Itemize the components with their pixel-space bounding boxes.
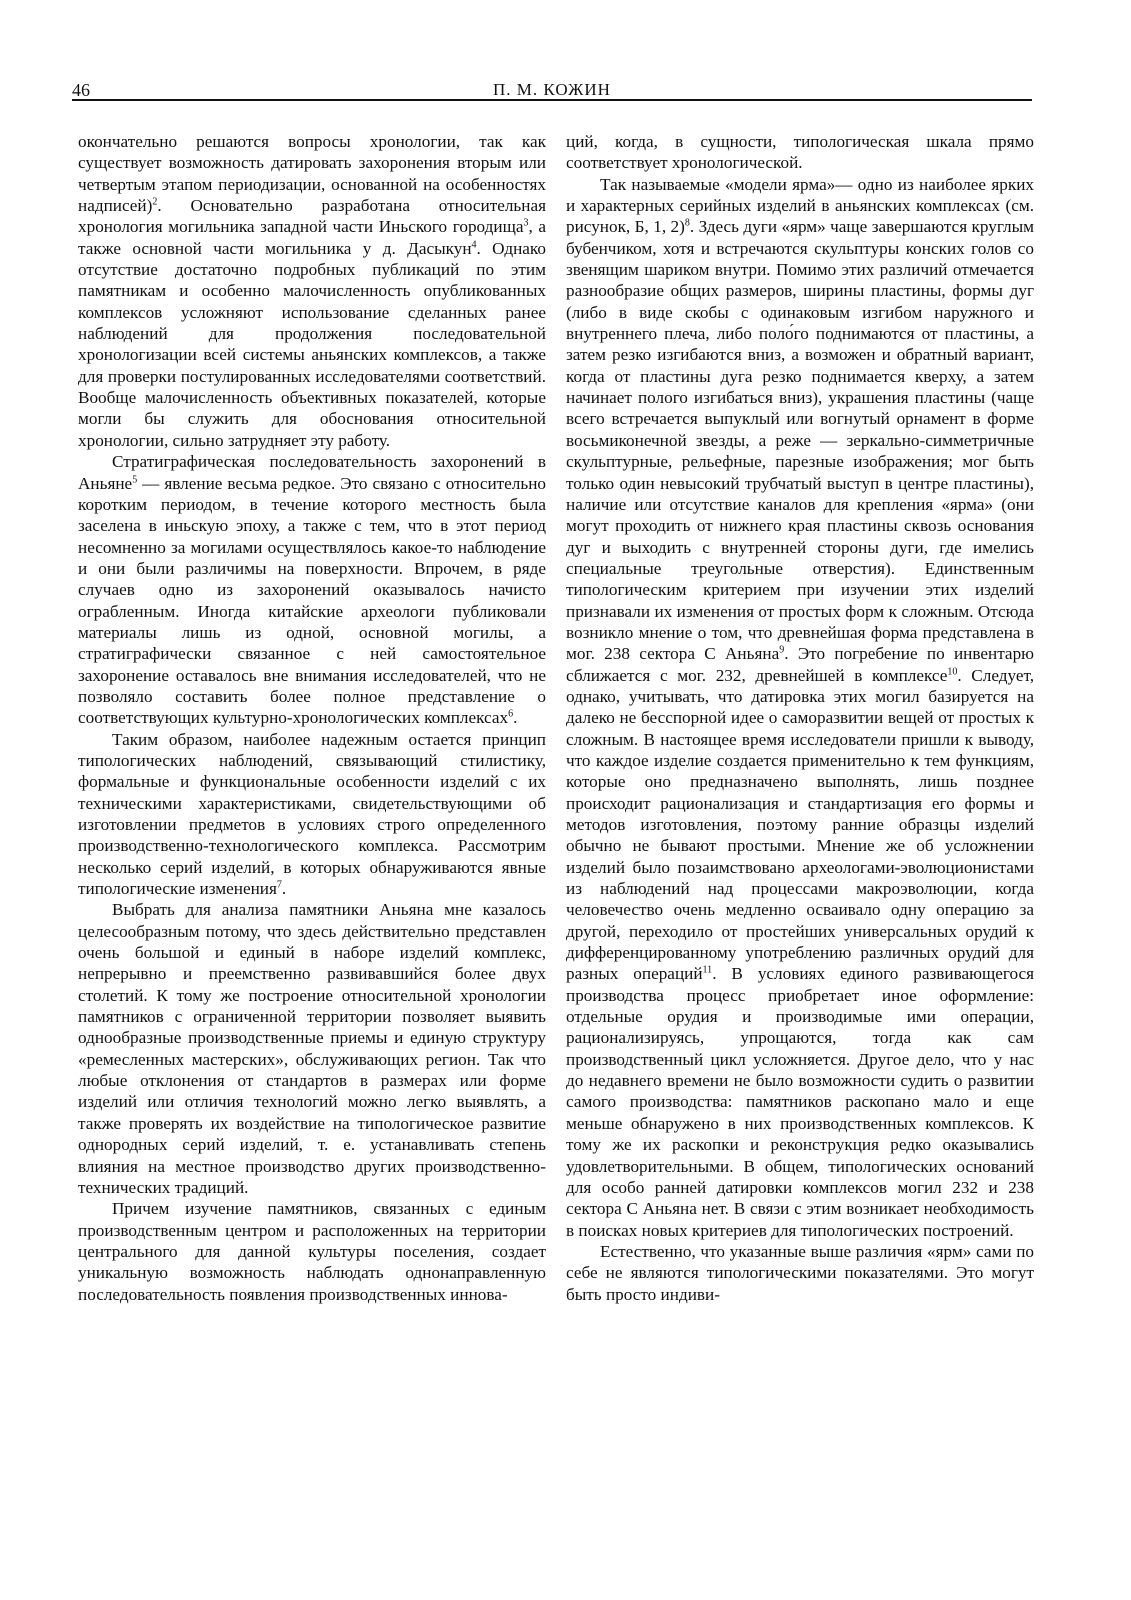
footnote-ref: 9	[779, 644, 785, 656]
paragraph: Причем изучение памятников, связанных с единым производственным центром и расположенных на территории центрального для данной культуры поселения, создает уникальную возможность наблюдать однонаправленную последовательность появления производственных иннова-	[78, 1199, 546, 1304]
right-column	[566, 131, 1034, 1305]
left-column	[78, 131, 546, 1305]
footnote-ref: 2	[152, 196, 158, 208]
paragraph: Так называемые «модели ярма»— одно из наиболее ярких и характерных серийных изделий в аньянских комплексах (см. рисунок, Б, 1, 2)$^8$. Здесь дуги «ярм» чаще завершаются круглым бубенчиком, хотя и встречаются скульптуры конских голов со звенящим шариком внутри. Помимо этих различий отмечается разнообразие общих размеров, ширины пластины, формы дуг (либо в виде скобы с одинаковым изгибом наружного и внутреннего плеча, либо поло́го поднимаются от пластины, а затем резко изгибаются вниз, а возможен и обратный вариант, когда от пластины дуга резко поднимается кверху, а затем начинает полого изгибаться вниз), украшения пластины (чаще всего встречается выпуклый или вогнутый орнамент в форме восьмиконечной звезды, а реже — зеркально-симметричные скульптурные, рельефные, парезные изображения; мог быть только один невысокий трубчатый выступ в центре пластины), наличие или отсутствие каналов для крепления «ярма» (они могут проходить от нижнего края пластины сквозь основания дуг и выходить с внутренней стороны дуги, где имелись специальные треугольные отверстия). Единственным типологическим критерием при изучении этих изделий признавали их изменения от простых форм к сложным. Отсюда возникло мнение о том, что древнейшая форма представлена в мог. 238 сектора С Аньяна$^9$. Это погребение по инвентарю сближается с мог. 232, древнейшей в комплексе$^{10}$. Следует, однако, учитывать, что датировка этих могил базируется на далеко не бесспорной идее о саморазвитии вещей от простых к сложным. В настоящее время исследователи пришли к выводу, что каждое изделие создается применительно к тем функциям, которые оно предназначено выполнять, лишь позднее происходит рационализация и стандартизация его формы и методов изготовления, поэтому ранние образцы изделий обычно не бывают простыми. Мнение же об усложнении изделий было позаимствовано археологами-эволюционистами из наблюдений над процессами макроэволюции, когда человечество очень медленно осваивало одну операцию за другой, переходило от простейших универсальных орудий к дифференцированному употреблению различных орудий для разных операций$^{11}$. В условиях единого развивающегося производства процесс приобретает иное оформление: отдельные орудия и производимые ими операции, рационализируясь, упрощаются, тогда как сам производственный цикл усложняется. Другое дело, что у нас до недавнего времени не было возможности судить о развитии самого производства: памятников раскопано мало и еще меньше обнаружено в них производственных комплексов. К тому же их раскопки и реконструкция редко оказывались удовлетворительными. В общем, типологических оснований для особо ранней датировки комплексов могил 232 и 238 сектора С Аньяна нет. В связи с этим возникает необходимость в поисках новых критериев для типологических построений.	[566, 174, 1035, 1240]
paragraph: Естественно, что указанные выше различия «ярм» сами по себе не являются типологическими показателями. Это могут быть просто индиви-	[566, 1241, 1034, 1304]
paragraph: окончательно решаются вопросы хронологии, так как существует возможность датировать захоронения вторым или четвертым этапом периодизации, основанной на особенностях надписей)$^2$. Основательно разработана относительная хронология могильника западной части Иньского городища$^3$, а также основной части могильника у д. Дасыкун$^4$. Однако отсутствие достаточно подробных публикаций по этим памятникам и особенно малочисленность опубликованных комплексов усложняют использование сделанных ранее наблюдений для продолжения последовательной хронологизации всей системы аньянских комплексов, а также для проверки постулированных исследователями соответствий. Вообще малочисленность объективных показателей, которые могли бы служить для обоснования относительной хронологии, сильно затрудняет эту работу.	[78, 132, 547, 450]
paragraph: Стратиграфическая последовательность захоронений в Аньяне$^5$ — явление весьма редкое. Это связано с относительно коротким периодом, в течение которого местность была заселена в иньскую эпоху, а также с тем, что в этот период несомненно за могилами осуществлялось какое-то наблюдение и они были различимы на поверхности. Впрочем, в ряде случаев одно из захоронений оказывалось начисто ограбленным. Иногда китайские археологи публиковали материалы лишь из одной, основной могилы, а стратиграфически связанное с ней самостоятельное захоронение оставалось вне внимания исследователей, что не позволяло составить более полное представление о соответствующих культурно-хронологических комплексах$^6$.	[78, 452, 546, 728]
footnote-ref: 10	[947, 665, 958, 677]
page-number: 46	[72, 80, 90, 100]
footnote-ref: 4	[471, 238, 477, 250]
footnote-ref: 5	[132, 473, 138, 485]
paragraph: ций, когда, в сущности, типологическая шкала прямо соответствует хронологической.	[566, 132, 1034, 173]
paragraph: Выбрать для анализа памятники Аньяна мне казалось целесообразным потому, что здесь действительно представлен очень большой и единый в наборе изделий комплекс, непрерывно и преемственно развивавшийся более двух столетий. К тому же построение относительной хронологии памятников с ограниченной территории позволяет выявить однообразные производственные приемы и единую структуру «ремесленных мастерских», обслуживающих регион. Так что любые отклонения от стандартов в размерах или форме изделий или отличия технологий можно легко выявлять, а также проверять их воздействие на типологическое развитие однородных серий изделий, т. е. устанавливать степень влияния на местное производство других производственно-технических традиций.	[78, 900, 546, 1197]
footnote-ref: 8	[684, 217, 690, 229]
running-title: П. М. КОЖИН	[493, 80, 611, 99]
footnote-ref: 6	[508, 708, 514, 720]
header-rule	[72, 99, 1032, 101]
paragraph: Таким образом, наиболее надежным остается принцип типологических наблюдений, связывающий стилистику, формальные и функциональные особенности изделий с их техническими характеристиками, свидетельствующими об изготовлении предметов в условиях строго определенного производственно-технологического комплекса. Рассмотрим несколько серий изделий, в которых обнаруживаются явные типологические изменения$^7$.	[78, 729, 546, 899]
footnote-ref: 7	[276, 879, 282, 891]
footnote-ref: 11	[702, 964, 713, 976]
page-header	[72, 80, 1032, 100]
footnote-ref: 3	[523, 217, 529, 229]
